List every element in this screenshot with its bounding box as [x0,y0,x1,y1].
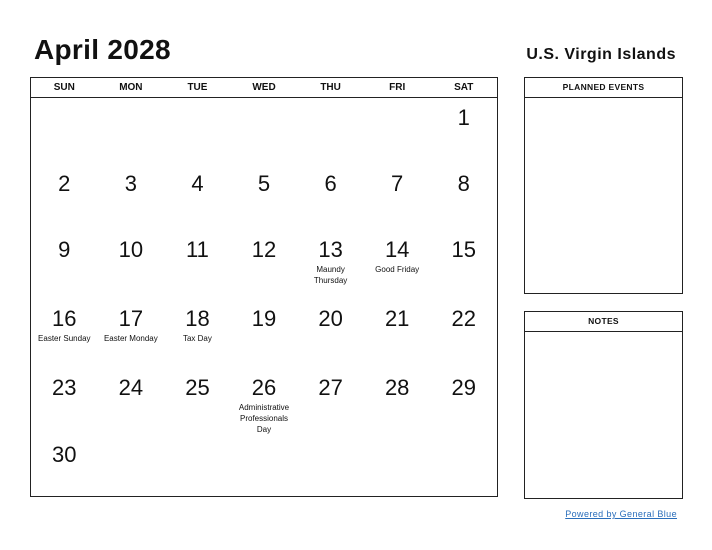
notes-panel [524,311,683,499]
day-number: 2 [58,171,71,196]
day-cell [364,299,431,368]
weekday-tue: TUE [187,82,208,93]
day-number: 9 [58,237,71,262]
day-cell [31,230,98,299]
day-cell [98,368,165,435]
day-number: 5 [257,171,271,196]
weekday-fri: FRI [389,82,406,93]
holiday-label: Good Friday [375,265,420,274]
day-number: 8 [457,171,470,196]
day-cell [430,98,497,164]
day-number: 18 [185,306,210,331]
region-label: U.S. Virgin Islands [526,46,676,63]
day-number: 3 [124,171,137,196]
day-number: 17 [118,306,144,331]
day-number [231,98,298,107]
day-number [31,98,98,107]
day-number [297,435,364,444]
day-cell [31,299,98,368]
day-number: 27 [318,375,343,400]
day-number: 13 [318,237,343,262]
day-number: 15 [451,237,476,262]
day-cell [297,299,364,368]
holiday-label: Easter Monday [103,334,158,343]
day-number [98,435,165,444]
calendar-week [31,98,497,164]
day-cell [297,164,364,230]
planned-events-title: PLANNED EVENTS [525,78,682,98]
day-cell [164,368,231,435]
day-number: 11 [186,237,209,262]
day-cell [164,230,231,299]
day-cell [430,368,497,435]
day-number: 23 [52,375,77,400]
day-cell [364,230,431,299]
day-cell [31,164,98,230]
powered-by-link[interactable]: Powered by General Blue [565,509,677,519]
day-cell [31,435,98,499]
day-cell [164,98,231,164]
day-number: 21 [384,306,410,331]
calendar-weeks [31,98,497,499]
day-cell [98,164,165,230]
day-cell [430,230,497,299]
weekday-wed: WED [252,82,276,93]
planned-events-panel [524,77,683,294]
day-number: 12 [251,237,277,262]
day-cell [364,164,431,230]
day-number: 7 [391,171,404,196]
day-number [430,435,497,444]
day-cell [231,435,298,499]
day-cell [164,435,231,499]
day-cell [164,299,231,368]
day-number: 19 [251,306,277,331]
day-cell [231,164,298,230]
weekday-thu: THU [320,82,341,93]
day-number: 28 [384,375,410,400]
day-number: 1 [457,105,470,130]
day-number [98,98,165,107]
page-title: April 2028 [34,34,171,65]
day-cell [98,435,165,499]
day-number [231,435,298,444]
calendar-week [31,368,497,435]
day-cell [430,435,497,499]
day-number: 25 [185,375,210,400]
day-cell [430,299,497,368]
day-cell [297,98,364,164]
day-number: 14 [384,237,410,262]
day-number: 24 [118,375,144,400]
day-cell [231,368,298,435]
day-cell [164,164,231,230]
day-cell [231,230,298,299]
day-number [364,435,431,444]
holiday-label: Administrative Professionals Day [238,403,290,434]
day-number: 20 [318,306,343,331]
calendar-week [31,435,497,499]
calendar-week [31,164,497,230]
day-cell [31,368,98,435]
weekday-sat: SAT [454,82,474,93]
day-number: 26 [251,375,277,400]
day-number: 29 [451,375,476,400]
day-number [164,98,231,107]
day-number: 10 [118,237,144,262]
day-number: 22 [451,306,476,331]
day-cell [231,98,298,164]
day-cell [364,368,431,435]
calendar-grid [30,77,498,497]
day-number: 30 [52,442,77,467]
day-number: 4 [191,171,204,196]
day-cell [364,98,431,164]
calendar-week [31,230,497,299]
holiday-label: Easter Sunday [38,334,91,343]
day-number [297,98,364,107]
holiday-label: Tax Day [182,334,212,343]
day-cell [297,230,364,299]
calendar-week [31,299,497,368]
weekday-mon: MON [119,82,143,93]
holiday-label: Maundy Thursday [313,265,348,285]
weekday-header [31,78,497,98]
day-cell [98,98,165,164]
day-number [364,98,431,107]
notes-title: NOTES [525,312,682,332]
day-cell [297,368,364,435]
day-cell [98,230,165,299]
day-number: 6 [324,171,337,196]
day-cell [364,435,431,499]
day-cell [231,299,298,368]
day-cell [297,435,364,499]
day-cell [98,299,165,368]
day-cell [430,164,497,230]
day-number: 16 [52,306,77,331]
day-cell [31,98,98,164]
weekday-sun: SUN [53,82,75,93]
day-number [164,435,231,444]
